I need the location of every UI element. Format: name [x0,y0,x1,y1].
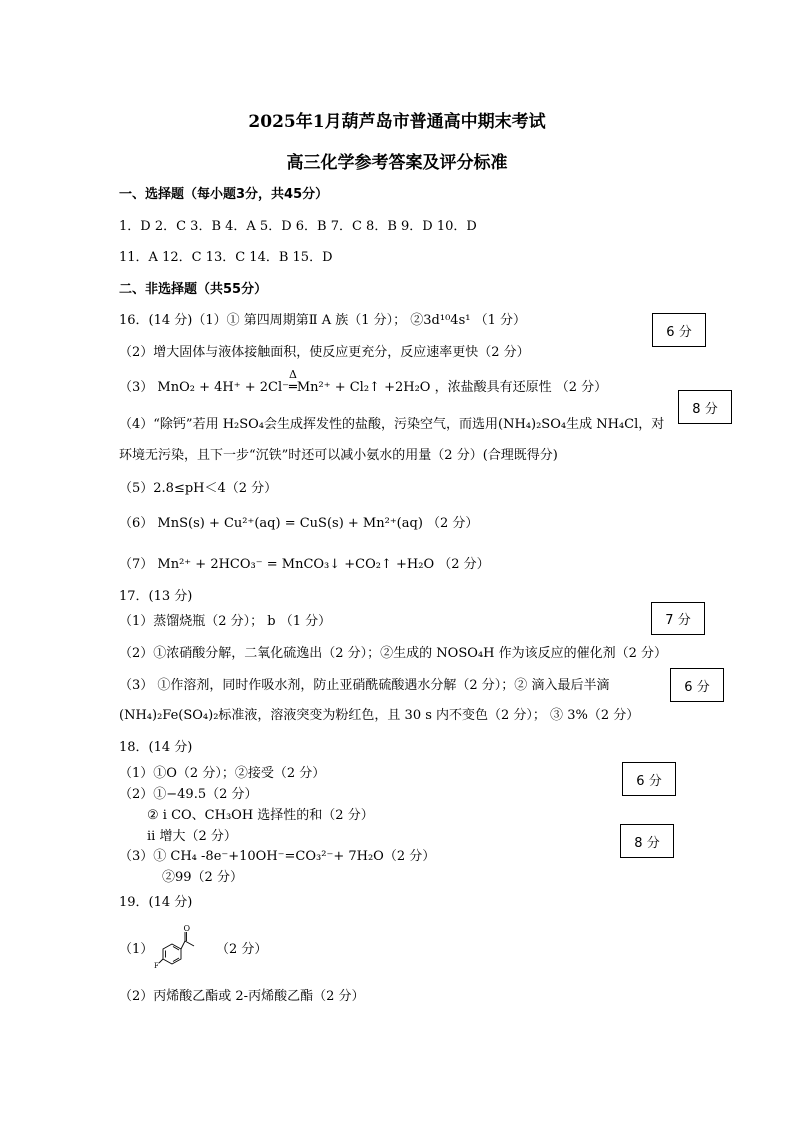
q16-eq3-products: Mn²⁺ + Cl₂↑ +2H₂O ，浓盐酸具有还原性 （2 分） [296,380,608,395]
q16-line-1: 16．(14 分)（1）① 第四周期第Ⅱ A 族（1 分）； ②3d¹⁰4s¹ （1 分） [119,313,526,328]
q18-line-1: （1）①O（2 分）；②接受（2 分） [119,766,326,781]
heat-condition [288,368,297,397]
score-box-q18-b: 8 分 [620,824,674,858]
q17-line-2: （2）①浓硝酸分解，二氧化硫逸出（2 分）；②生成的 NOSO₄H 作为该反应的催化剂（2 分） [119,646,667,661]
score-box-q17-b: 6 分 [670,668,724,702]
q19-line-2: （2）丙烯酸乙酯或 2-丙烯酸乙酯（2 分） [119,989,365,1004]
section-heading-choice: 一、选择题（每小题3分，共45分） [119,187,329,202]
q16-line-4a: （4）“除钙”若用 H₂SO₄会生成挥发性的盐酸，污染空气，而选用(NH₄)₂SO₄生成 NH₄Cl，对 [119,417,665,432]
q16-line-7: （7） Mn²⁺ + 2HCO₃⁻ = MnCO₃↓ +CO₂↑ +H₂O （2 分） [119,557,490,572]
q19-heading: 19．(14 分) [119,895,193,910]
q18-line-5: （3）① CH₄ -8e⁻+10OH⁻=CO₃²⁻+ 7H₂O（2 分） [119,849,436,864]
delta-symbol: Δ [288,368,297,381]
structure-fluorine-label: F [154,962,159,970]
q17-line-1: （1）蒸馏烧瓶（2 分）； b （1 分） [119,614,332,629]
q16-line-6: （6） MnS(s) + Cu²⁺(aq) = CuS(s) + Mn²⁺(aq) （2 分） [119,516,479,531]
score-box-q18-a: 6 分 [622,762,676,796]
reaction-arrow: ═ [288,380,297,395]
choice-answers-row-2: 11．A 12．C 13．C 14．B 15．D [119,250,333,265]
q18-line-3: ② i CO、CH₃OH 选择性的和（2 分） [147,808,374,823]
score-box-q16-b: 8 分 [678,390,732,424]
page-subtitle: 高三化学参考答案及评分标准 [286,153,508,173]
structure-oxygen-label: O [183,924,191,933]
q18-line-6: ②99（2 分） [162,870,243,885]
q16-line-4b: 环境无污染，且下一步“沉铁”时还可以减小氨水的用量（2 分）(合理既得分) [119,448,558,463]
q16-line-5: （5）2.8≤pH＜4（2 分） [119,481,278,496]
q16-line-3 [119,368,608,397]
q17-heading: 17．(13 分) [119,589,193,604]
choice-answers-row-1: 1．D 2．C 3．B 4．A 5．D 6．B 7．C 8．B 9．D 10．D [119,219,477,234]
q16-line-2: （2）增大固体与液体接触面积，使反应更充分，反应速率更快（2 分） [119,345,530,360]
q18-heading: 18．(14 分) [119,740,193,755]
q17-line-3b: (NH₄)₂Fe(SO₄)₂标准液，溶液突变为粉红色，且 30 s 内不变色（2 分）； ③ 3%（2 分） [119,708,640,723]
q17-line-3a: （3） ①作溶剂，同时作吸水剂，防止亚硝酰硫酸遇水分解（2 分）；② 滴入最后半滴 [119,678,610,693]
q16-eq3-reactants: （3） MnO₂ + 4H⁺ + 2Cl⁻ [119,380,289,395]
page-title: 2025年1月葫芦岛市普通高中期末考试 [248,112,546,132]
q19-line-1-prefix: （1） [119,942,154,957]
q18-line-2: （2）①−49.5（2 分） [119,787,258,802]
section-heading-nonchoice: 二、非选择题（共55分） [119,282,268,297]
q18-line-4: ii 增大（2 分） [147,829,237,844]
score-box-q17-a: 7 分 [651,602,705,635]
score-box-q16-a: 6 分 [652,313,706,347]
q19-line-1-score: （2 分） [216,942,268,957]
structure-4-fluoroacetophenone [152,924,202,972]
